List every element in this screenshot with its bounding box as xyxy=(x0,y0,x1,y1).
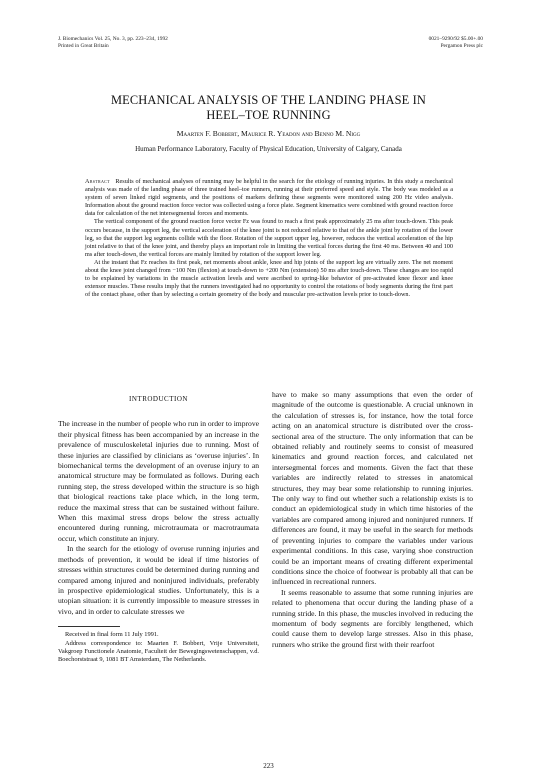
abstract-text-1: Results of mechanical analyses of running may be helpful in the search for the etiology of running injuries. In this study a mechanical analysis was made of the landing phase of three trained heel–toe runners, running at their preferred speed and style. The body was modeled as a system of seven linked rigid segments, and the positions of markers defining these segments were monitored using 200 Hz video analysis. Information about the ground reaction force vector was collected using a force plate. Segment kinematics were combined with ground reaction force data for calculation of the net intersegmental forces and moments. xyxy=(85,178,453,218)
paper-title xyxy=(60,93,477,122)
intro-paragraph-3: have to make so many assumptions that even the order of magnitude of the outcome is questionable. A crucial unknown in the calculation of stresses is, for instance, how the total force acting on an anatomical structure is distributed over the cross-sectional area of the structure. The only information that can be obtained reliably and routinely seems to consist of measured kinematics and ground reaction forces, and calculated net intersegmental forces and moments. Given the fact that these variables are indirectly related to stresses in anatomical structures, they may bear some relationship to running injuries. The only way to find out whether such a relationship exists is to conduct an epidemiological study in which time histories of the variables are compared among injured and noninjured runners. If differences are found, it may be useful in the search for methods of preventing injuries to compare the variables under various experimental conditions. In this case, varying shoe construction could be an important means of creating different experimental conditions since the choice of footwear is probably all that can be influenced in recreational runners. xyxy=(272,390,473,587)
title-line-1: MECHANICAL ANALYSIS OF THE LANDING PHASE IN xyxy=(111,93,426,107)
publisher: Pergamon Press plc xyxy=(440,43,483,49)
abstract xyxy=(85,178,453,299)
issn-price: 0021–9290/92 $5.00+.00 xyxy=(428,36,483,42)
journal-header-left xyxy=(58,36,168,50)
footnote-divider xyxy=(58,626,120,627)
abstract-label: Abstract xyxy=(85,178,110,185)
right-column xyxy=(272,390,473,650)
footnote xyxy=(58,631,259,665)
section-heading-introduction: INTRODUCTION xyxy=(129,395,188,403)
received-date: Received in final form 11 July 1991. xyxy=(65,631,159,639)
intro-paragraph-4: It seems reasonable to assume that some running injuries are related to phenomena that occur during the landing phase of a running stride. In this phase, the muscles involved in reducing the momentum of body segments are forcibly lengthened, which could cause them to develop large stresses. Also in this phase, runners who strike the ground first with their rearfoot xyxy=(272,587,473,649)
correspondence-address: Address correspondence to: Maarten F. Bobbert, Vrije Universiteit, Vakgroep Functionele Anatomie, Faculteit der Bewegingswetenschappen, v.d. Boechorststraat 9, 1081 BT Amsterdam, The Netherlands. xyxy=(58,639,259,664)
journal-header-right xyxy=(429,36,483,50)
journal-citation: J. Biomechanics Vol. 25, No. 3, pp. 223–234, 1992 xyxy=(58,36,168,42)
authors: Maarten F. Bobbert, Maurice R. Yeadon and Benno M. Nigg xyxy=(176,129,361,138)
abstract-paragraph-2: The vertical component of the ground reaction force vector Fz was found to reach a first peak approximately 25 ms after touch-down. This peak occurs because, in the support leg, the vertical acceleration of the knee joint is not reduced relative to that of the ankle joint by rotation of the lower leg, so that the support leg segments collide with the floor. Rotation of the support upper leg, however, reduces the vertical acceleration of the hip joint relative to that of the knee joint, and thereby plays an important role in limiting the vertical forces during the first 40 ms. Between 40 and 100 ms after touch-down, the vertical forces are mainly limited by rotation of the support lower leg. xyxy=(85,218,453,258)
title-line-2: HEEL–TOE RUNNING xyxy=(206,107,331,122)
intro-paragraph-1: The increase in the number of people who run in order to improve their physical fitness has been accompanied by an increase in the prevalence of musculoskeletal injuries due to running. Most of these injuries are classified by clinicians as ‘overuse injuries’. In biomechanical terms the development of an overuse injury to an anatomical structure may be formulated as follows. During each running step, the stress developed within the structure is so high that biological reactions take place which, in the long term, reduce the maximal stress that can be sustained without failure. When this maximal stress drops below the stress actually encountered during running, microtraumata or macrotraumata occur, which constitute an injury. xyxy=(58,419,259,543)
printed-in: Printed in Great Britain xyxy=(58,43,109,49)
affiliation: Human Performance Laboratory, Faculty of Physical Education, University of Calgary, Canada xyxy=(135,145,402,153)
intro-paragraph-2: In the search for the etiology of overuse running injuries and methods of prevention, it would be ideal if time histories of stresses within structures could be determined during running and compared among injured and noninjured individuals, preferably in prospective epidemiological studies. Unfortunately, this is a utopian situation: it is currently impossible to measure stresses in vivo, and in order to calculate stresses we xyxy=(58,544,259,616)
page-number: 223 xyxy=(263,762,274,770)
left-column xyxy=(58,390,259,665)
abstract-paragraph-1 xyxy=(85,178,453,218)
abstract-paragraph-3: At the instant that Fz reaches its first peak, net moments about ankle, knee and hip joints of the support leg are virtually zero. The net moment about the knee joint changed from −100 Nm (flexion) at touch-down to +200 Nm (extension) 50 ms after touch-down. These changes are too rapid to be explained by variations in the muscle activation levels and were ascribed to spring-like behavior of pre-activated knee flexor and knee extensor muscles. These results imply that the runners investigated had no opportunity to control the rotations of body segments during the first part of the contact phase, other than by selecting a certain geometry of the body and muscular pre-activation levels prior to touch-down. xyxy=(85,258,453,299)
